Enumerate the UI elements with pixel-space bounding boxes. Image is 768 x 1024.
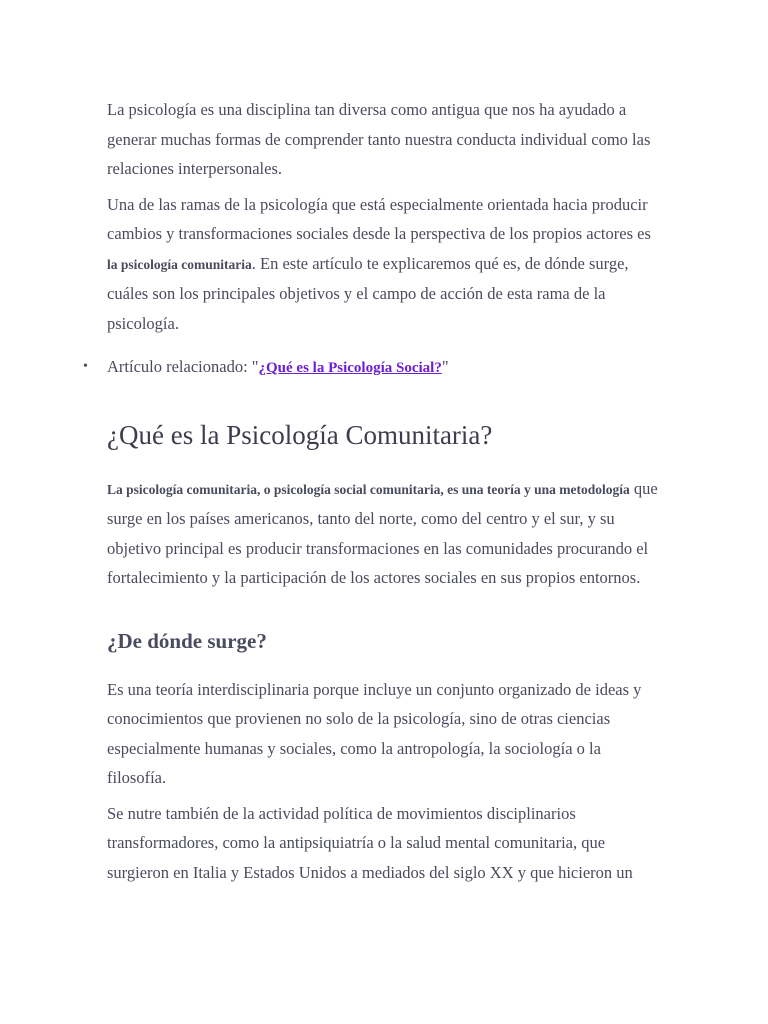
article-body: [83, 95, 663, 893]
intro-paragraph-2: [107, 190, 663, 339]
definition-text: que surge en los países americanos, tanto del norte, como del centro y el sur, y su objetivo principal es producir transformaciones en las comunidades procurando el fortalecimiento y la participación de los actores sociales en sus propios entornos.: [107, 478, 658, 587]
intro-paragraph-2-end: . En este artículo te explicaremos qué es, de dónde surge, cuáles son los principales objetivos y el campo de acción de esta rama de la psicología.: [107, 253, 629, 333]
definition-paragraph: [107, 474, 663, 593]
origin-paragraph-1: Es una teoría interdisciplinaria porque incluye un conjunto organizado de ideas y conocimientos que provienen no solo de la psicología, sino de otras ciencias especialmente humanas y sociales, como la antropología, la sociología o la filosofía.: [107, 679, 642, 787]
related-article-label: Artículo relacionado: ": [107, 357, 259, 376]
section-heading-origin: ¿De dónde surge?: [107, 628, 267, 653]
related-article-close-quote: ": [441, 357, 449, 376]
intro-paragraph-2-bold: la psicología comunitaria: [107, 256, 252, 272]
origin-paragraph-2: Se nutre también de la actividad política de movimientos disciplinarios transformadores, como la antipsiquiatría o la salud mental comunitaria, que surgieron en Italia y Estados Unidos a mediados del siglo XX y que hicieron un: [107, 803, 633, 882]
intro-paragraph-1: La psicología es una disciplina tan diversa como antigua que nos ha ayudado a generar muchas formas de comprender tanto nuestra conducta individual como las relaciones interpersonales.: [107, 100, 651, 178]
section-heading-what-is: ¿Qué es la Psicología Comunitaria?: [107, 419, 493, 450]
related-article-link[interactable]: ¿Qué es la Psicología Social?: [258, 360, 442, 376]
related-article-item: [83, 352, 663, 384]
intro-paragraph-2-start: Una de las ramas de la psicología que está especialmente orientada hacia producir cambios y transformaciones sociales desde la perspectiva de los propios actores es: [107, 194, 651, 243]
bullet-icon: •: [83, 359, 88, 374]
definition-bold-text: La psicología comunitaria, o psicología social comunitaria, es una teoría y una metodología: [107, 481, 630, 497]
